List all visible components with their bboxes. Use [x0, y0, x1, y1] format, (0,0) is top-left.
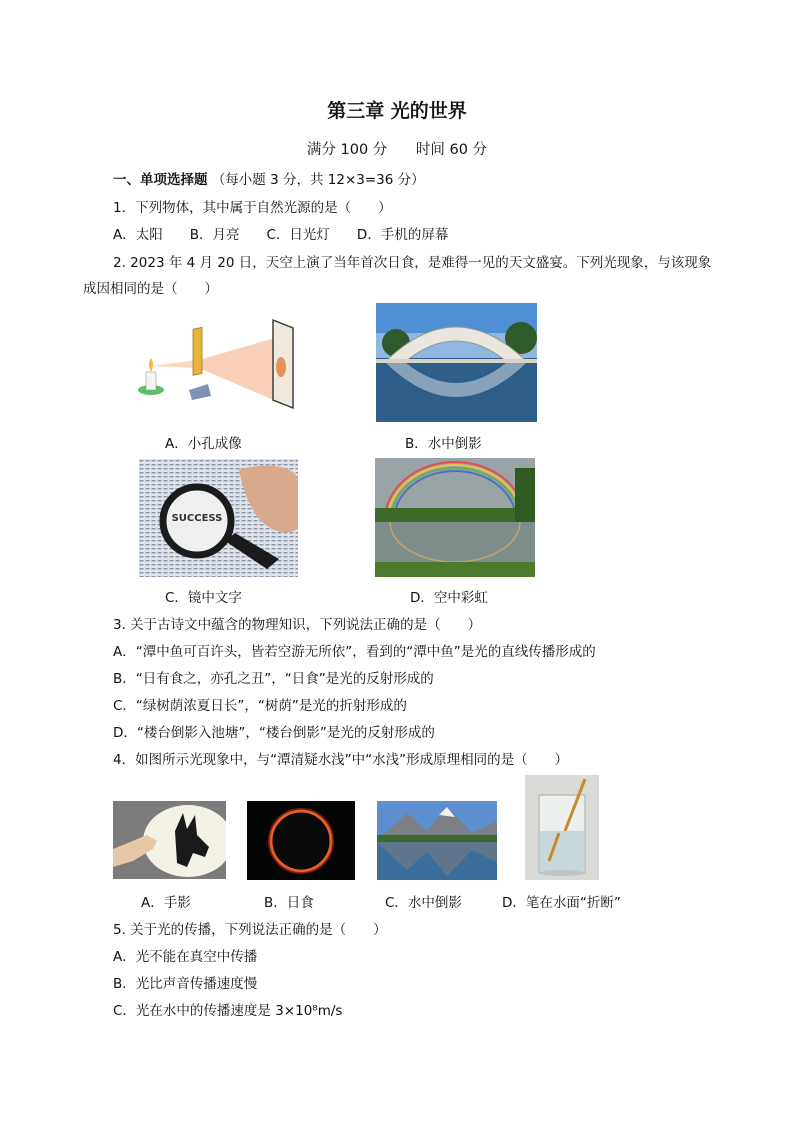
- pen-in-water-image: [525, 775, 599, 880]
- q5-stem: 5. 关于光的传播，下列说法正确的是（ ）: [113, 922, 387, 938]
- full-score: 满分 100 分: [306, 142, 388, 158]
- mountain-reflection-image: [377, 801, 497, 880]
- magnifier-image: [139, 459, 298, 577]
- bridge-reflection-image: [376, 303, 537, 422]
- q3-option-a: A．“潭中鱼可百许头，皆若空游无所依”，看到的“潭中鱼”是光的直线传播形成的: [113, 644, 596, 660]
- q4-stem: 4．如图所示光现象中，与“潭清疑水浅”中“水浅”形成原理相同的是（ ）: [113, 752, 569, 768]
- section-heading: [113, 168, 425, 188]
- pinhole-image: [133, 312, 298, 424]
- section-note: （每小题 3 分，共 12×3=36 分）: [211, 172, 425, 188]
- section-title: 一、单项选择题: [113, 172, 208, 188]
- rainbow-image: [375, 458, 535, 577]
- q2-stem-line1: 2. 2023 年 4 月 20 日，天空上演了当年首次日食，是难得一见的天文盛宴。下列光现象，与该现象: [113, 255, 712, 271]
- page-title: 第三章 光的世界: [327, 100, 467, 122]
- magnifier-text: SUCCESS: [171, 513, 223, 524]
- time-limit: 时间 60 分: [415, 142, 488, 158]
- q4-caption-a: A．手影: [141, 895, 191, 911]
- q1-options: A．太阳 B．月亮 C．日光灯 D．手机的屏幕: [113, 227, 449, 243]
- q3-option-c: C．“绿树荫浓夏日长”，“树荫”是光的折射形成的: [113, 698, 407, 714]
- q5-option-a: A．光不能在真空中传播: [113, 949, 258, 965]
- q3-option-b: B．“日有食之，亦孔之丑”，“日食”是光的反射形成的: [113, 671, 434, 687]
- q4-caption-c: C．水中倒影: [385, 895, 462, 911]
- q2-caption-a: A．小孔成像: [165, 436, 242, 452]
- q2-caption-c: C．镜中文字: [165, 590, 242, 606]
- q4-caption-d: D．笔在水面“折断”: [502, 895, 621, 911]
- q5-option-c: C．光在水中的传播速度是 3×10⁸m/s: [113, 1003, 343, 1019]
- q3-option-d: D．“楼台倒影入池塘”，“楼台倒影”是光的反射形成的: [113, 725, 435, 741]
- exam-info: [0, 138, 794, 159]
- q2-caption-d: D．空中彩虹: [410, 590, 488, 606]
- q2-stem-line2: 成因相同的是（ ）: [83, 281, 218, 297]
- eclipse-image: [247, 801, 355, 880]
- q4-caption-b: B．日食: [264, 895, 314, 911]
- q3-stem: 3. 关于古诗文中蕴含的物理知识，下列说法正确的是（ ）: [113, 617, 482, 633]
- hand-shadow-image: [113, 801, 226, 879]
- q1-stem: 1．下列物体，其中属于自然光源的是（ ）: [113, 200, 392, 216]
- q2-caption-b: B．水中倒影: [405, 436, 482, 452]
- q5-option-b: B．光比声音传播速度慢: [113, 976, 258, 992]
